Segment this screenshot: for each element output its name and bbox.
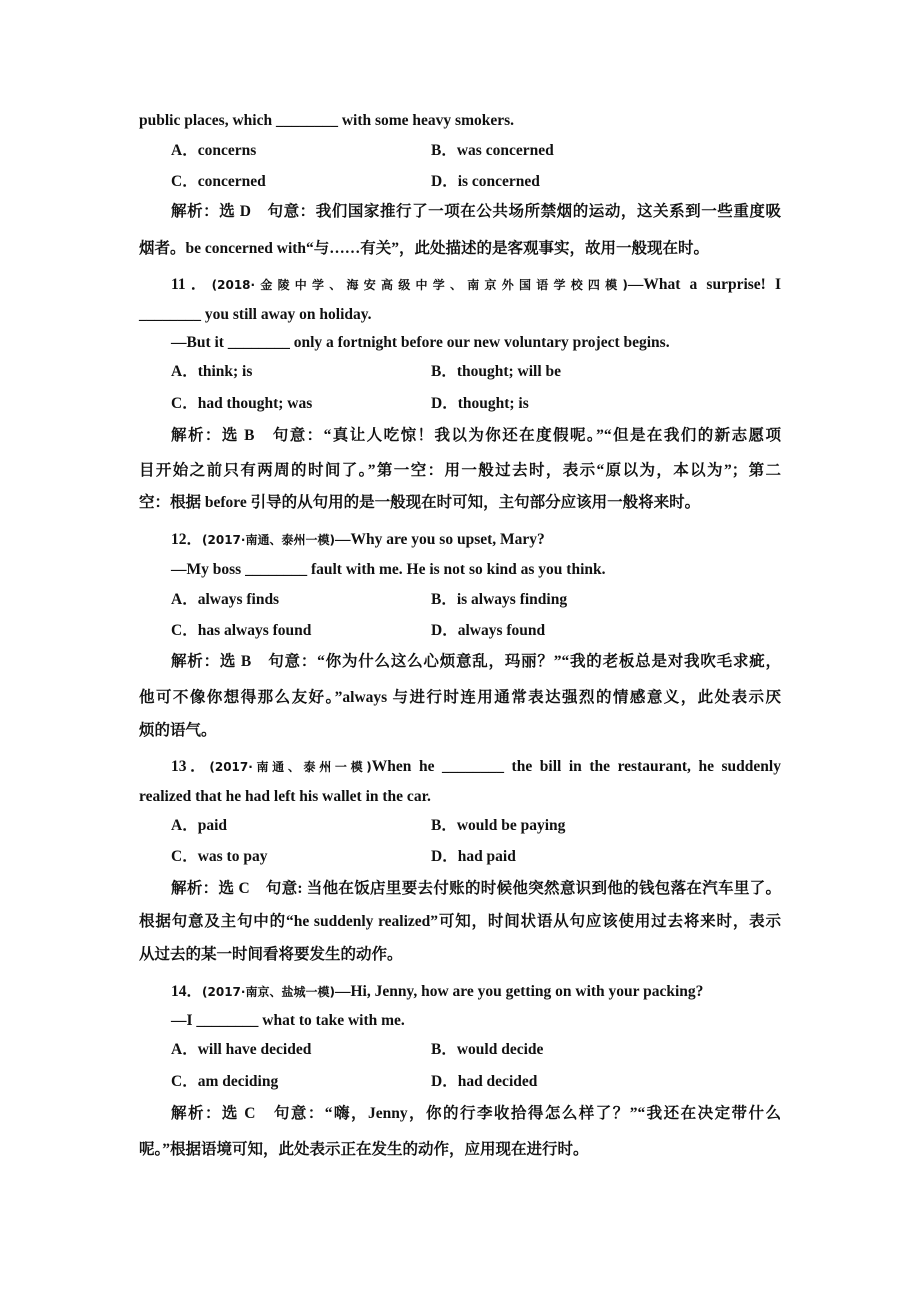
question-number: 11． xyxy=(171,276,212,293)
dialogue-reply-line: —I ________ what to take with me. xyxy=(171,1012,405,1029)
answer-option: D．thought; is xyxy=(431,395,529,412)
analysis-line: 解析：选 B 句意：“你为什么这么心烦意乱，玛丽？”“我的老板总是对我吹毛求疵， xyxy=(171,653,781,670)
analysis-line: 解析：选 D 句意：我们国家推行了一项在公共场所禁烟的运动，这关系到一些重度吸 xyxy=(171,203,781,220)
question-source: (2017·南通、泰州一模) xyxy=(209,760,372,774)
dialogue-reply-line: —My boss ________ fault with me. He is not so kind as you think. xyxy=(171,561,606,578)
answer-option: C．concerned xyxy=(171,173,266,190)
answer-option: A．think; is xyxy=(171,363,253,380)
question-stem-line: public places, which ________ with some heavy smokers. xyxy=(139,112,515,129)
answer-option: B．thought; will be xyxy=(431,363,562,380)
question-text: —What a surprise! I xyxy=(627,276,781,293)
question-number: 12． xyxy=(171,531,203,548)
analysis-line: 根据句意及主句中的“he suddenly realized”可知，时间状语从句应该使用过去将来时，表示 xyxy=(139,913,781,930)
analysis-line: 烦的语气。 xyxy=(139,722,217,739)
analysis-line: 解析：选 C 句意: 当他在饭店里要去付账的时候他突然意识到他的钱包落在汽车里了。 xyxy=(171,880,781,897)
question-number: 13． xyxy=(171,758,210,775)
question-stem-line: realized that he had left his wallet in the car. xyxy=(139,788,431,805)
answer-option: C．am deciding xyxy=(171,1073,279,1090)
answer-option: B．is always finding xyxy=(431,591,568,608)
answer-option: A．concerns xyxy=(171,142,257,159)
answer-option: D．had paid xyxy=(431,848,516,865)
analysis-line: 解析：选 C 句意：“嗨，Jenny，你的行李收拾得怎么样了？”“我还在决定带什么 xyxy=(171,1105,781,1122)
answer-option: D．had decided xyxy=(431,1073,538,1090)
analysis-line: 呢。”根据语境可知，此处表示正在发生的动作，应用现在进行时。 xyxy=(139,1141,589,1158)
question-text: When he ________ the bill in the restaurant, he suddenly xyxy=(371,758,781,775)
answer-option: B．would decide xyxy=(431,1041,544,1058)
analysis-line: 空：根据 before 引导的从句用的是一般现在时可知，主句部分应该用一般将来时。 xyxy=(139,494,701,511)
question-source: (2017·南通、泰州一模) xyxy=(202,533,335,547)
answer-option: B．would be paying xyxy=(431,817,566,834)
question-number: 14． xyxy=(171,983,203,1000)
answer-option: A．paid xyxy=(171,817,227,834)
analysis-line: 解析：选 B 句意：“真让人吃惊！我以为你还在度假呢。”“但是在我们的新志愿项 xyxy=(171,427,781,444)
answer-option: A．always finds xyxy=(171,591,280,608)
question-stem-line xyxy=(171,977,781,1007)
analysis-line: 烟者。be concerned with“与……有关”，此处描述的是客观事实，故用一般现在时。 xyxy=(139,240,710,257)
question-source: (2017·南京、盐城一模) xyxy=(202,985,335,999)
analysis-line: 目开始之前只有两周的时间了。”第一空：用一般过去时，表示“原以为，本以为”；第二 xyxy=(139,462,781,479)
question-stem-line xyxy=(171,525,781,555)
answer-option: D．is concerned xyxy=(431,173,540,190)
question-stem-line xyxy=(171,752,781,782)
answer-option: C．was to pay xyxy=(171,848,268,865)
answer-option: C．had thought; was xyxy=(171,395,313,412)
analysis-line: 从过去的某一时间看将要发生的动作。 xyxy=(139,946,403,963)
answer-option: D．always found xyxy=(431,622,546,639)
answer-option: C．has always found xyxy=(171,622,312,639)
answer-option: B．was concerned xyxy=(431,142,554,159)
question-text: —Hi, Jenny, how are you getting on with your packing? xyxy=(334,983,704,1000)
question-source: (2018·金陵中学、海安高级中学、南京外国语学校四模) xyxy=(211,278,628,292)
question-stem-line: ________ you still away on holiday. xyxy=(139,306,372,323)
answer-option: A．will have decided xyxy=(171,1041,312,1058)
question-stem-line xyxy=(171,270,781,300)
dialogue-reply-line: —But it ________ only a fortnight before our new voluntary project begins. xyxy=(171,334,670,351)
question-text: —Why are you so upset, Mary? xyxy=(334,531,545,548)
analysis-line: 他可不像你想得那么友好。”always 与进行时连用通常表达强烈的情感意义，此处表示厌 xyxy=(139,689,781,706)
